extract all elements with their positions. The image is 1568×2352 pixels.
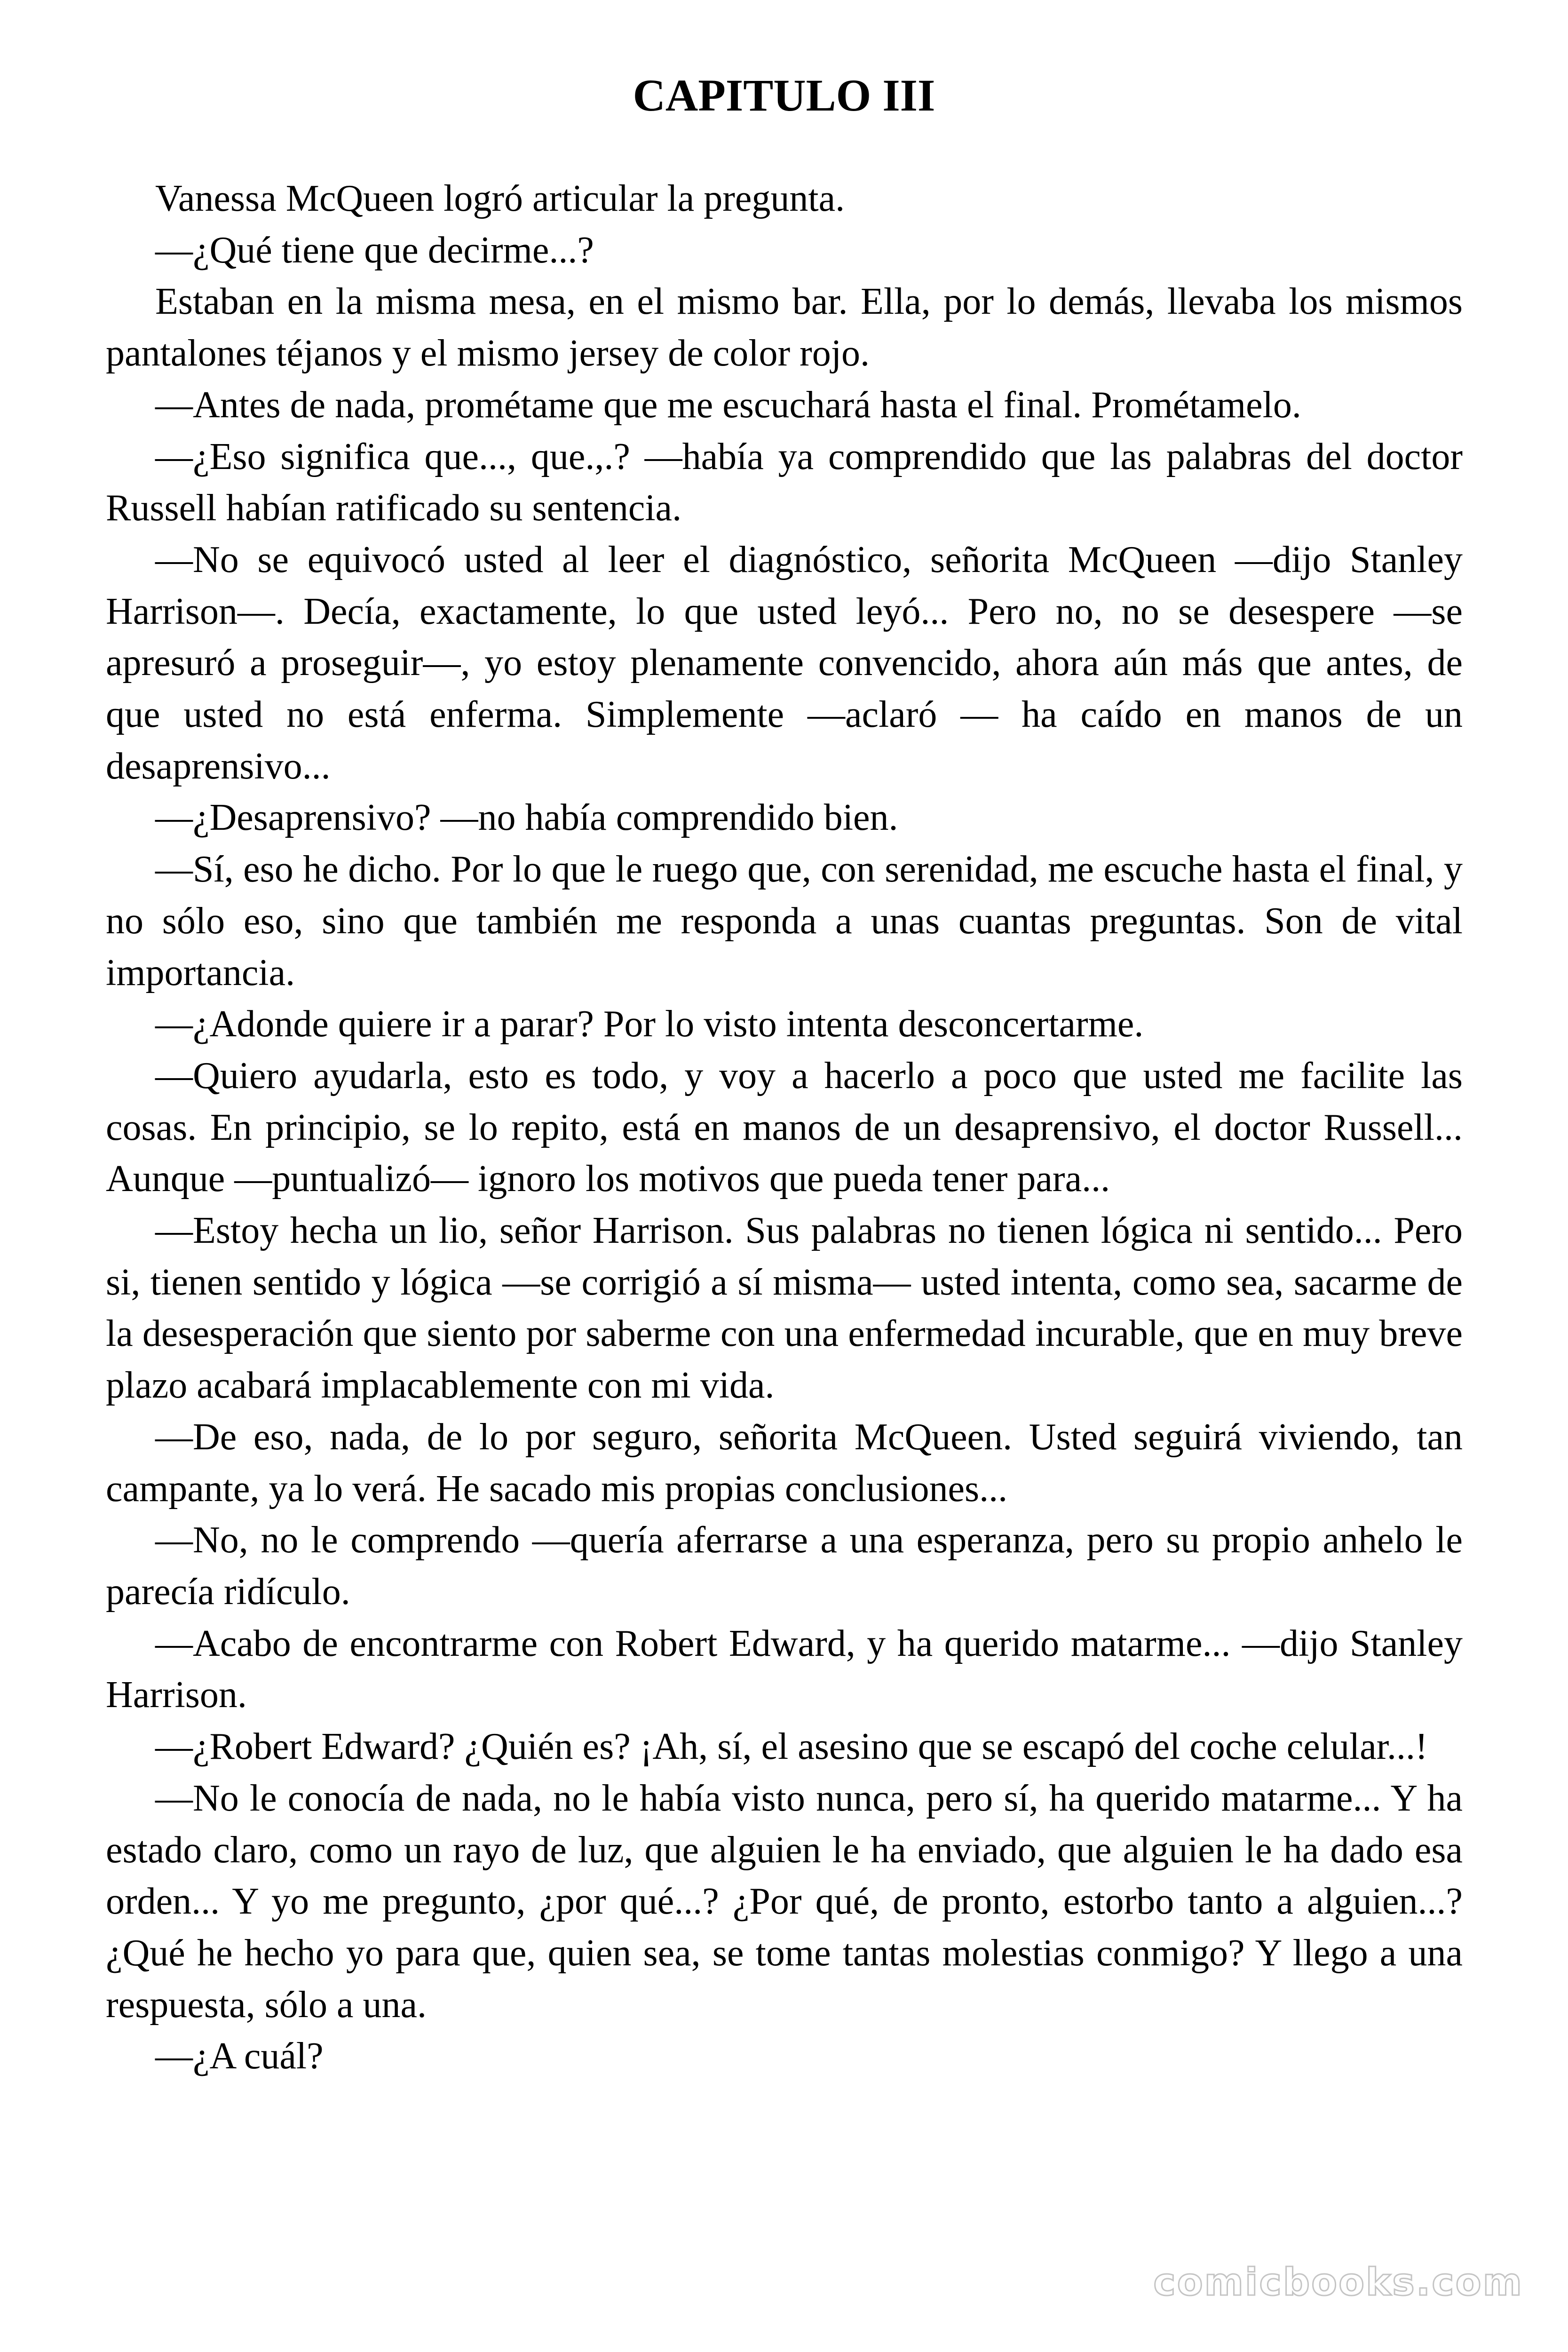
paragraph: —Antes de nada, prométame que me escuchará hasta el final. Prométamelo. [155,384,1301,426]
paragraph: —¿A cuál? [155,2035,324,2077]
paragraph: —No, no le comprendo —quería aferrarse a una esperanza, pero su propio anhelo le parecía ridículo. [106,1519,1463,1613]
paragraph: —Quiero ayudarla, esto es todo, y voy a hacerlo a poco que usted me facilite las cosas. En principio, se lo repito, está en manos de un desaprensivo, el doctor Russell... Aunque —puntualizó— ignoro los motivos que pueda tener para... [106,1055,1463,1200]
paragraph: —¿Robert Edward? ¿Quién es? ¡Ah, sí, el asesino que se escapó del coche celular...! [155,1726,1428,1768]
paragraph: —Estoy hecha un lio, señor Harrison. Sus palabras no tienen lógica ni sentido... Pero si, tienen sentido y lógica —se corrigió a sí misma— usted intenta, como sea, sacarme de la desesperación que siento por saberme con una enfermedad incurable, que en muy breve plazo acabará implacablemente con mi vida. [106,1210,1463,1406]
paragraph: Vanessa McQueen logró articular la pregunta. [155,178,845,219]
paragraph: Estaban en la misma mesa, en el mismo bar. Ella, por lo demás, llevaba los mismos pantalones téjanos y el mismo jersey de color rojo. [106,281,1463,374]
paragraph: —Sí, eso he dicho. Por lo que le ruego que, con serenidad, me escuche hasta el final, y no sólo eso, sino que también me responda a unas cuantas preguntas. Son de vital importancia. [106,849,1463,993]
paragraph: —¿Qué tiene que decirme...? [155,229,594,271]
watermark-text: comicbooks.com [1153,2260,1523,2304]
paragraph: —¿Adonde quiere ir a parar? Por lo visto intenta desconcertarme. [155,1003,1144,1045]
paragraph: —No se equivocó usted al leer el diagnóstico, señorita McQueen —dijo Stanley Harrison—. Decía, exactamente, lo que usted leyó... Pero no, no se desespere —se apresuró a proseguir—, yo estoy plenamente convencido, ahora aún más que antes, de que usted no está enferma. Simplemente —aclaró — ha caído en manos de un desaprensivo... [106,539,1463,787]
paragraph: —No le conocía de nada, no le había visto nunca, pero sí, ha querido matarme... Y ha estado claro, como un rayo de luz, que alguien le ha enviado, que alguien le ha dado esa orden... Y yo me pregunto, ¿por qué...? ¿Por qué, de pronto, estorbo tanto a alguien...? ¿Qué he hecho yo para que, quien sea, se tome tantas molestias conmigo? Y llego a una respuesta, sólo a una. [106,1777,1463,2026]
paragraph: —¿Eso significa que..., que.,.? —había ya comprendido que las palabras del doctor Russell habían ratificado su sentencia. [106,436,1463,529]
chapter-title: CAPITULO III [633,70,935,120]
paragraph: —¿Desaprensivo? —no había comprendido bien. [155,797,898,839]
paragraph: —De eso, nada, de lo por seguro, señorita McQueen. Usted seguirá viviendo, tan campante, ya lo verá. He sacado mis propias conclusiones... [106,1416,1463,1510]
paragraph: —Acabo de encontrarme con Robert Edward, y ha querido matarme... —dijo Stanley Harrison. [106,1622,1463,1716]
chapter-body [106,173,1463,2082]
